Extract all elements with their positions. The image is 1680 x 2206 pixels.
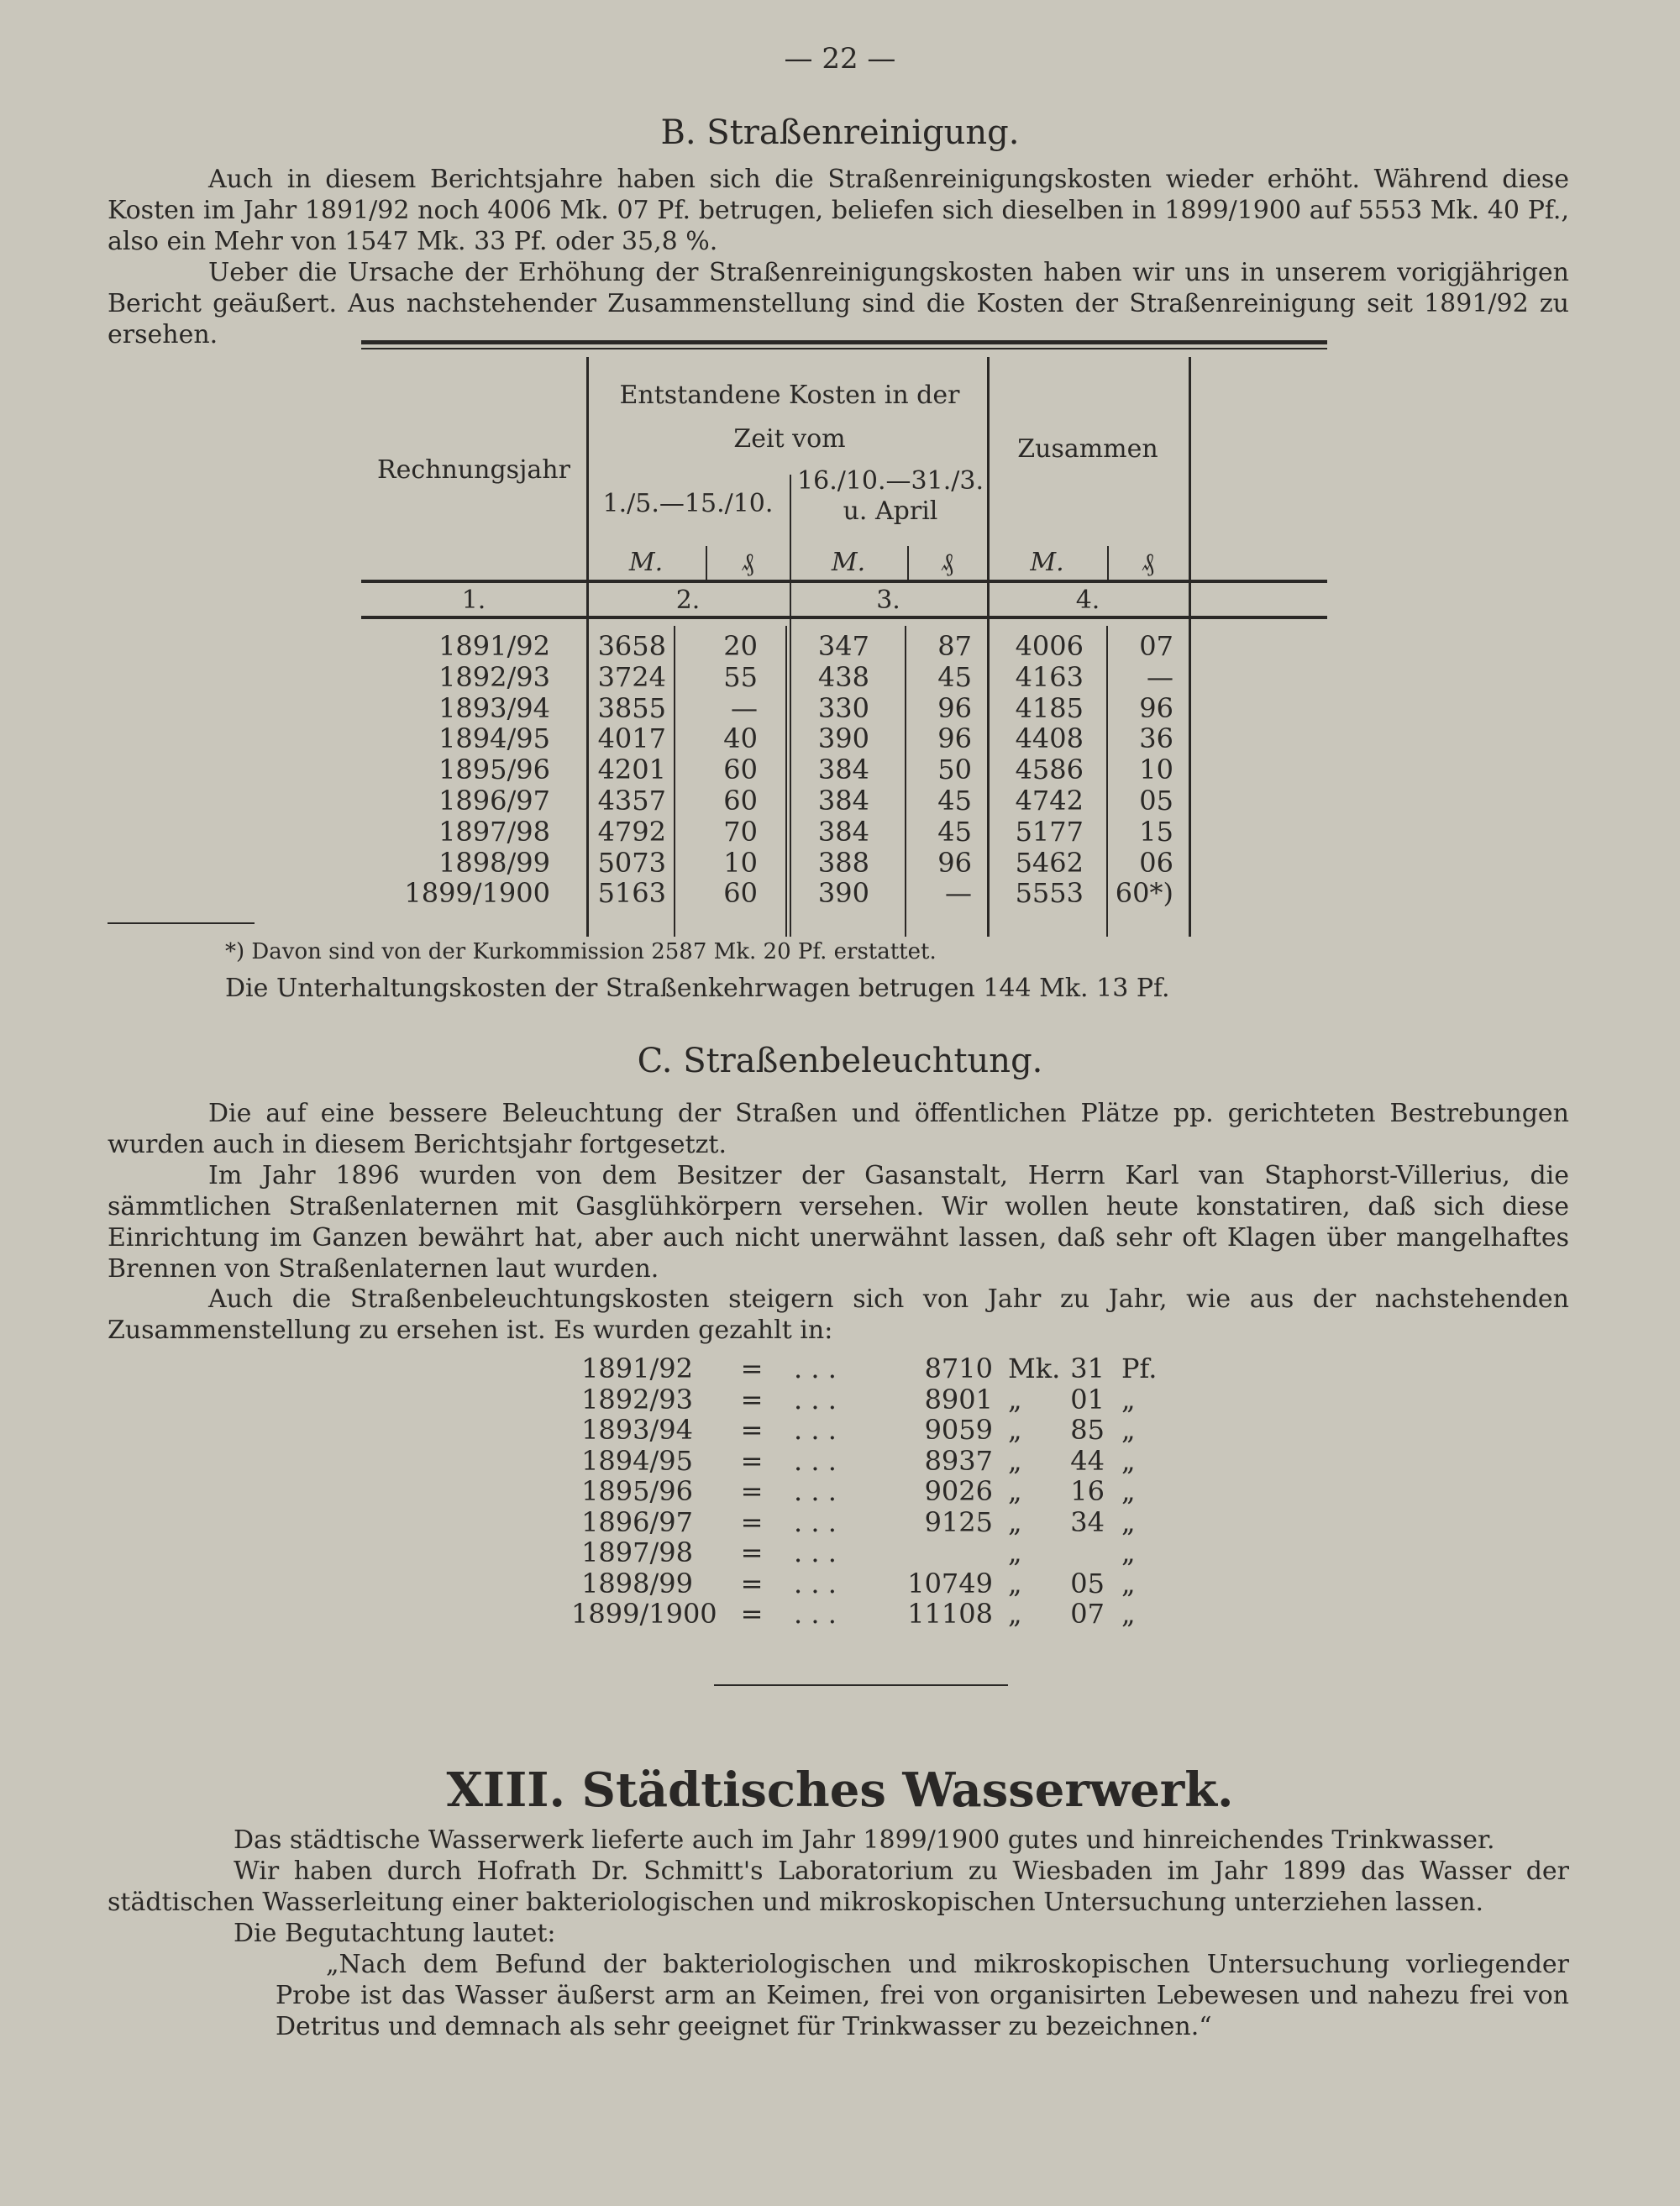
payment-eq: =	[740, 1598, 764, 1630]
text: Auch die Straßenbeleuchtungskosten steigern sich von Jahr zu Jahr, wie aus der nachstehenden Zusammenstellung zu ersehen ist. Es wurden gezahlt in:	[108, 1284, 1569, 1345]
cell-year: 1899/1900	[404, 877, 550, 910]
cell-tot-pf: 10	[1139, 754, 1173, 786]
list-item	[571, 1536, 1159, 1568]
table-row	[361, 785, 1327, 816]
rule	[361, 340, 1327, 344]
cell-p1-pf: 40	[723, 722, 758, 755]
payment-mk: 9026	[924, 1475, 993, 1507]
cell-p2-pf: 45	[937, 815, 972, 848]
cell-p2-mk: 438	[817, 660, 869, 693]
cell-p1-pf: 60	[723, 877, 758, 910]
cell-tot-pf: 07	[1139, 630, 1173, 662]
header-total: Zusammen	[1017, 434, 1158, 464]
list-item	[571, 1352, 1159, 1384]
col-number-1: 1.	[461, 586, 486, 615]
payment-eq: =	[740, 1475, 764, 1507]
cell-p1-mk: 3724	[597, 660, 666, 693]
cell-year: 1891/92	[438, 630, 550, 662]
unit-mark: M.	[831, 548, 866, 577]
payment-mk-unit: „	[1008, 1567, 1022, 1599]
section-c-paragraph-1	[108, 1098, 1569, 1160]
section-b-paragraph-2	[108, 257, 1569, 350]
payment-pf-unit: „	[1121, 1598, 1136, 1630]
table-row	[361, 877, 1327, 908]
cell-p2-mk: 390	[817, 877, 869, 910]
cell-tot-mk: 5553	[1015, 877, 1084, 910]
list-item	[571, 1568, 1159, 1599]
cell-p1-mk: 3855	[597, 691, 666, 724]
table-row	[361, 847, 1327, 878]
payment-year: 1891/92	[581, 1352, 693, 1384]
text: Ueber die Ursache der Erhöhung der Straßenreinigungskosten haben wir uns in unserem vorigjährigen Bericht geäußert. Aus nachstehender Zusammenstellung sind die Kosten der Straßenreinigung seit 1891/92 zu ersehen.	[108, 258, 1569, 349]
payment-dots: . . .	[794, 1505, 837, 1538]
payment-mk-unit: Mk.	[1008, 1352, 1061, 1384]
payment-mk: 10749	[907, 1567, 993, 1599]
section-b-title: B. Straßenreinigung.	[660, 113, 1020, 152]
table-row	[361, 630, 1327, 661]
payment-mk-unit: „	[1008, 1414, 1022, 1446]
payment-dots: . . .	[794, 1475, 837, 1507]
list-item	[571, 1598, 1159, 1629]
payment-pf: 85	[1070, 1414, 1105, 1446]
payment-year: 1897/98	[581, 1536, 693, 1568]
table-row	[361, 754, 1327, 785]
payment-year: 1895/96	[581, 1475, 693, 1507]
cell-p2-pf: 45	[937, 785, 972, 817]
payment-year: 1899/1900	[571, 1598, 717, 1630]
expert-quote	[276, 1949, 1569, 2042]
section-c-title: C. Straßenbeleuchtung.	[637, 1042, 1043, 1080]
cell-p1-pf: 20	[723, 630, 758, 662]
text: Das städtische Wasserwerk lieferte auch im Jahr 1899/1900 gutes und hinreichendes Trinkwasser.	[234, 1825, 1495, 1855]
unit-mark: M.	[1030, 548, 1064, 577]
unit-pf: ₰	[941, 548, 953, 577]
section-xiii-paragraph-1	[108, 1825, 1569, 1856]
payment-pf: 34	[1070, 1505, 1105, 1538]
table-row	[361, 661, 1327, 692]
payment-mk: 11108	[907, 1598, 993, 1630]
payment-year: 1894/95	[581, 1444, 693, 1477]
cell-year: 1894/95	[438, 722, 550, 755]
payment-eq: =	[740, 1505, 764, 1538]
col-number-4: 4.	[1075, 586, 1100, 615]
payment-eq: =	[740, 1383, 764, 1416]
cell-tot-pf: 36	[1139, 722, 1173, 755]
payment-pf-unit: „	[1121, 1383, 1136, 1416]
section-xiii-title: XIII. Städtisches Wasserwerk.	[446, 1762, 1234, 1818]
cell-year: 1896/97	[438, 785, 550, 817]
cell-p1-pf: 60	[723, 754, 758, 786]
payment-eq: =	[740, 1444, 764, 1477]
section-divider	[714, 1684, 1008, 1686]
cell-p1-mk: 4201	[597, 754, 666, 786]
cell-p2-pf: —	[945, 877, 972, 910]
cell-tot-mk: 4742	[1015, 785, 1084, 817]
cell-p1-mk: 3658	[597, 630, 666, 662]
header-period-2: 16./10.—31./3. u. April	[797, 466, 984, 526]
payment-eq: =	[740, 1567, 764, 1599]
payment-pf-unit: „	[1121, 1444, 1136, 1477]
payment-dots: . . .	[794, 1444, 837, 1477]
cell-tot-mk: 4408	[1015, 722, 1084, 755]
cell-tot-pf: 60*)	[1115, 877, 1173, 910]
cell-p1-pf: 10	[723, 846, 758, 879]
payment-year: 1896/97	[581, 1505, 693, 1538]
payment-pf-unit: „	[1121, 1536, 1136, 1568]
payment-pf-unit: „	[1121, 1505, 1136, 1538]
payment-mk: 8901	[924, 1383, 993, 1416]
cell-p2-pf: 96	[937, 691, 972, 724]
cell-tot-mk: 5462	[1015, 846, 1084, 879]
unit-pf: ₰	[741, 548, 754, 577]
section-c-paragraph-3	[108, 1284, 1569, 1346]
cell-p2-pf: 96	[937, 722, 972, 755]
cell-p1-mk: 4357	[597, 785, 666, 817]
payment-pf: 44	[1070, 1444, 1105, 1477]
payment-pf: 01	[1070, 1383, 1105, 1416]
section-xiii-paragraph-3: Die Begutachtung lautet:	[234, 1919, 556, 1948]
payment-mk: 8710	[924, 1352, 993, 1384]
payment-mk-unit: „	[1008, 1475, 1022, 1507]
cell-tot-pf: 06	[1139, 846, 1173, 879]
cell-p2-mk: 388	[817, 846, 869, 879]
rule	[361, 580, 1327, 583]
payment-year: 1892/93	[581, 1383, 693, 1416]
cell-p2-mk: 347	[817, 630, 869, 662]
section-xiii-paragraph-2	[108, 1856, 1569, 1918]
text: Auch in diesem Berichtsjahre haben sich die Straßenreinigungskosten wieder erhöht. Während diese Kosten im Jahr 1891/92 noch 4006 Mk. 07 Pf. betrugen, beliefen sich dieselben in 1899/1900 auf 5553 Mk. 40 Pf., also ein Mehr von 1547 Mk. 33 Pf. oder 35,8 %.	[108, 165, 1569, 256]
cell-p1-pf: —	[731, 691, 758, 724]
payment-mk-unit: „	[1008, 1598, 1022, 1630]
payment-dots: . . .	[794, 1414, 837, 1446]
cell-p2-pf: 87	[937, 630, 972, 662]
cell-p1-pf: 55	[723, 660, 758, 693]
payment-year: 1893/94	[581, 1414, 693, 1446]
table-row	[361, 816, 1327, 847]
cell-p2-mk: 330	[817, 691, 869, 724]
cell-tot-mk: 4185	[1015, 691, 1084, 724]
cell-tot-mk: 4006	[1015, 630, 1084, 662]
header-year: Rechnungsjahr	[377, 455, 570, 485]
list-item	[571, 1384, 1159, 1415]
unit-mark: M.	[628, 548, 664, 577]
cell-tot-mk: 4586	[1015, 754, 1084, 786]
cell-year: 1893/94	[438, 691, 550, 724]
payment-eq: =	[740, 1352, 764, 1384]
payment-mk-unit: „	[1008, 1505, 1022, 1538]
footnote-rule	[108, 922, 255, 924]
cell-p1-mk: 4017	[597, 722, 666, 755]
cell-tot-mk: 5177	[1015, 815, 1084, 848]
cell-p2-pf: 50	[937, 754, 972, 786]
cell-tot-pf: —	[1147, 660, 1173, 693]
payment-dots: . . .	[794, 1598, 837, 1630]
cell-year: 1897/98	[438, 815, 550, 848]
cell-tot-pf: 15	[1139, 815, 1173, 848]
cell-p2-mk: 384	[817, 785, 869, 817]
cell-p1-pf: 70	[723, 815, 758, 848]
section-c-paragraph-2	[108, 1160, 1569, 1284]
payment-pf-unit: Pf.	[1121, 1352, 1158, 1384]
payment-mk-unit: „	[1008, 1444, 1022, 1477]
header-cost-group: Entstandene Kosten in der Zeit vom	[619, 381, 960, 454]
payment-eq: =	[740, 1536, 764, 1568]
text: Wir haben durch Hofrath Dr. Schmitt's Laboratorium zu Wiesbaden im Jahr 1899 das Wasser der städtischen Wasserleitung einer bakteriologischen und mikroskopischen Untersuchung unterziehen lassen.	[108, 1857, 1569, 1917]
cell-p1-mk: 5163	[597, 877, 666, 910]
cell-tot-pf: 05	[1139, 785, 1173, 817]
cell-p1-pf: 60	[723, 785, 758, 817]
rule	[361, 348, 1327, 349]
section-b-paragraph-1	[108, 164, 1569, 257]
payment-eq: =	[740, 1414, 764, 1446]
cell-year: 1898/99	[438, 846, 550, 879]
payment-mk: 9125	[924, 1505, 993, 1538]
text: Die auf eine bessere Beleuchtung der Straßen und öffentlichen Plätze pp. gerichteten Bestrebungen wurden auch in diesem Berichtsjahr fortgesetzt.	[108, 1099, 1569, 1159]
payment-year: 1898/99	[581, 1567, 693, 1599]
payment-pf: 31	[1070, 1352, 1105, 1384]
cell-tot-pf: 96	[1139, 691, 1173, 724]
payment-dots: . . .	[794, 1567, 837, 1599]
col-number-3: 3.	[876, 586, 900, 615]
cell-p1-mk: 4792	[597, 815, 666, 848]
text: Im Jahr 1896 wurden von dem Besitzer der Gasanstalt, Herrn Karl van Staphorst-Villerius, die sämmtlichen Straßenlaternen mit Gasglühkörpern versehen. Wir wollen heute konstatiren, daß sich diese Einrichtung im Ganzen bewährt hat, aber auch nicht unerwähnt lassen, daß sehr oft Klagen über mangelhaftes Brennen von Straßenlaternen laut wurden.	[108, 1161, 1569, 1284]
payment-pf-unit: „	[1121, 1475, 1136, 1507]
cell-p2-mk: 384	[817, 815, 869, 848]
section-b-paragraph-3: Die Unterhaltungskosten der Straßenkehrwagen betrugen 144 Mk. 13 Pf.	[225, 974, 1170, 1003]
list-item	[571, 1445, 1159, 1476]
payment-mk-unit: „	[1008, 1383, 1022, 1416]
cell-year: 1892/93	[438, 660, 550, 693]
payment-mk-unit: „	[1008, 1536, 1022, 1568]
payment-pf: 05	[1070, 1567, 1105, 1599]
payment-pf: 16	[1070, 1475, 1105, 1507]
cell-p2-mk: 390	[817, 722, 869, 755]
list-item	[571, 1475, 1159, 1506]
payment-dots: . . .	[794, 1352, 837, 1384]
cell-p2-pf: 96	[937, 846, 972, 879]
list-item	[571, 1414, 1159, 1445]
header-period-1: 1./5.—15./10.	[602, 489, 774, 518]
cell-year: 1895/96	[438, 754, 550, 786]
payment-pf: 07	[1070, 1598, 1105, 1630]
payment-mk: 8937	[924, 1444, 993, 1477]
page-number: — 22 —	[784, 42, 896, 76]
list-item	[571, 1506, 1159, 1537]
payment-pf-unit: „	[1121, 1567, 1136, 1599]
text: „Nach dem Befund der bakteriologischen und mikroskopischen Untersuchung vorliegender Probe ist das Wasser äußerst arm an Keimen, frei von organisirten Lebewesen und nahezu frei von Detritus und demnach als sehr geeignet für Trinkwasser zu bezeichnen.“	[276, 1950, 1569, 2041]
unit-pf: ₰	[1142, 548, 1154, 577]
lighting-cost-list	[571, 1352, 1159, 1629]
cell-p2-pf: 45	[937, 660, 972, 693]
footnote: *) Davon sind von der Kurkommission 2587 Mk. 20 Pf. erstattet.	[225, 939, 937, 964]
payment-mk: 9059	[924, 1414, 993, 1446]
table-row	[361, 692, 1327, 723]
payment-dots: . . .	[794, 1383, 837, 1416]
payment-dots: . . .	[794, 1536, 837, 1568]
col-number-2: 2.	[675, 586, 701, 615]
cell-p2-mk: 384	[817, 754, 869, 786]
table-row	[361, 722, 1327, 754]
cell-p1-mk: 5073	[597, 846, 666, 879]
payment-pf-unit: „	[1121, 1414, 1136, 1446]
cell-tot-mk: 4163	[1015, 660, 1084, 693]
